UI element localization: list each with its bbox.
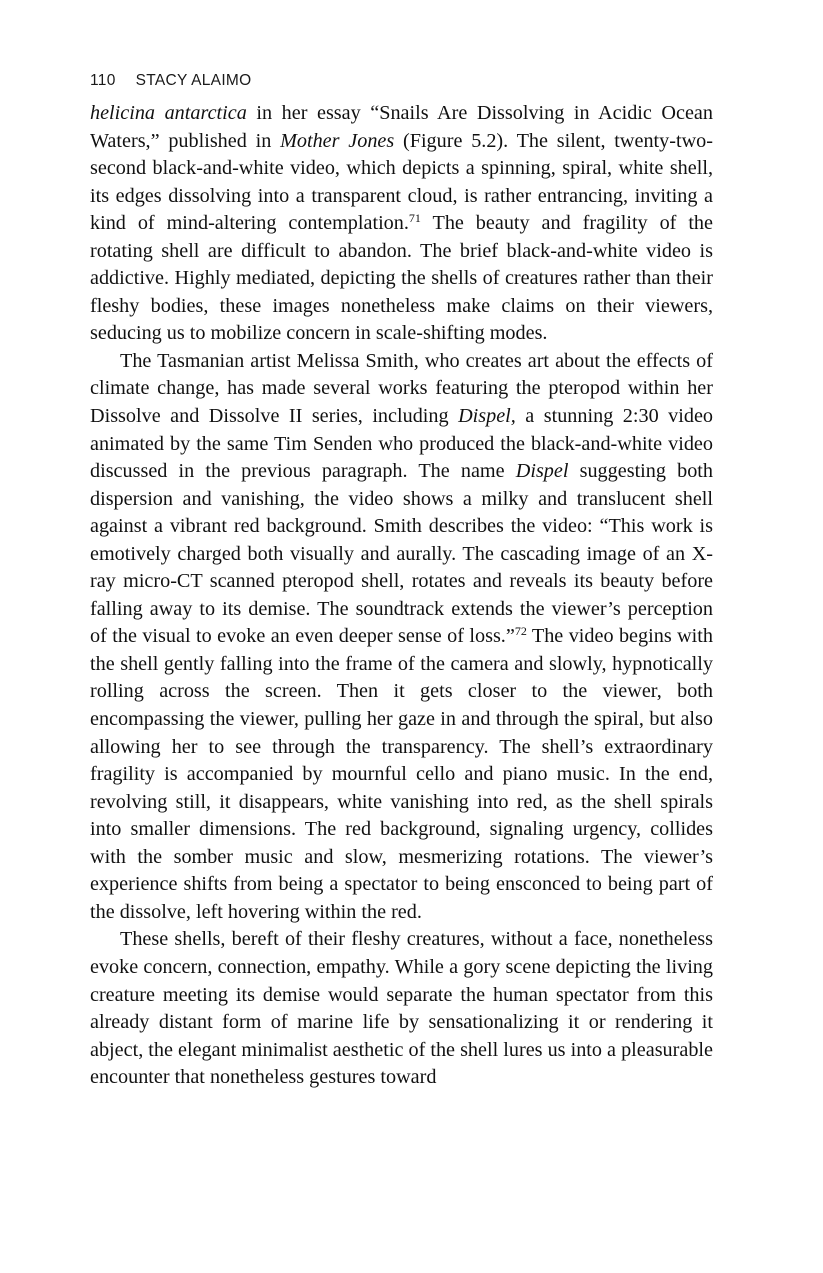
paragraph-text: The video begins with the shell gently falling into the frame of the camera and slowly, hypnotically rolling across the screen. Then it gets closer to the viewer, both encompassing the viewer, pulling her gaze in and through the spiral, but also allowing her to see through the transparency. The shell’s extraordinary fragility is accompanied by mournful cello and piano music. In the end, revolving still, it disappears, white vanishing into red, as the shell spirals into smaller dimensions. The red background, signaling urgency, collides with the somber music and slow, mesmerizing rotations. The viewer’s experience shifts from being a spectator to being ensconced to being part of the dissolve, left hovering within the red. <box>90 625 713 923</box>
italic-text: Mother Jones <box>280 129 395 152</box>
italic-text: Dispel, <box>458 405 516 428</box>
paragraph-text: in her essay “Snails Are Dissolving in Acidic Ocean Waters,” published in <box>90 102 713 152</box>
footnote-ref[interactable]: 71 <box>408 211 421 226</box>
paragraph-text: a stunning 2:30 video animated by the same Tim Senden who produced the black-and-white video discussed in the previous paragraph. The name <box>90 405 713 483</box>
italic-text: helicina antarctica <box>90 102 247 124</box>
paragraph <box>90 348 713 926</box>
running-head <box>90 68 713 94</box>
paragraph-text: The beauty and fragility of the rotating shell are difficult to abandon. The brief black-and-white video is addictive. Highly mediated, depicting the shells of creatures rather than their fleshy bodies, these images nonetheless make claims on their viewers, seducing us to mobilize concern in scale-shifting modes. <box>90 212 713 345</box>
book-page <box>90 68 713 1092</box>
paragraph <box>90 100 713 348</box>
page-number: 110 <box>90 72 116 89</box>
paragraph-text: (Figure 5.2). The silent, twenty-two-second black-and-white video, which depicts a spinning, spiral, white shell, its edges dissolving into a transparent cloud, is rather entrancing, inviting a kind of mind-altering contemplation. <box>90 129 713 235</box>
running-head-author: STACY ALAIMO <box>135 72 252 89</box>
paragraph-text: suggesting both dispersion and vanishing, the video shows a milky and translucent shell against a vibrant red background. Smith describes the video: “This work is emotively charged both visually and aurally. The cascading image of an X-ray micro-CT scanned pteropod shell, rotates and reveals its beauty before falling away to its demise. The soundtrack extends the viewer’s perception of the visual to evoke an even deeper sense of loss.” <box>90 460 713 648</box>
paragraph <box>90 926 713 1091</box>
body-text <box>90 100 713 1092</box>
paragraph-text: These shells, bereft of their fleshy creatures, without a face, nonetheless evoke concern, connection, empathy. While a gory scene depicting the living creature meeting its demise would separate the human spectator from this already distant form of marine life by sensationalizing it or rendering it abject, the elegant minimalist aesthetic of the shell lures us into a pleasurable encounter that nonetheless gestures toward <box>90 928 713 1089</box>
paragraph-text: The Tasmanian artist Melissa Smith, who creates art about the effects of climate change, has made several works featuring the pteropod within her Dissolve and Dissolve II series, including <box>90 349 713 428</box>
footnote-ref[interactable]: 72 <box>514 624 527 639</box>
italic-text: Dispel <box>515 460 569 483</box>
